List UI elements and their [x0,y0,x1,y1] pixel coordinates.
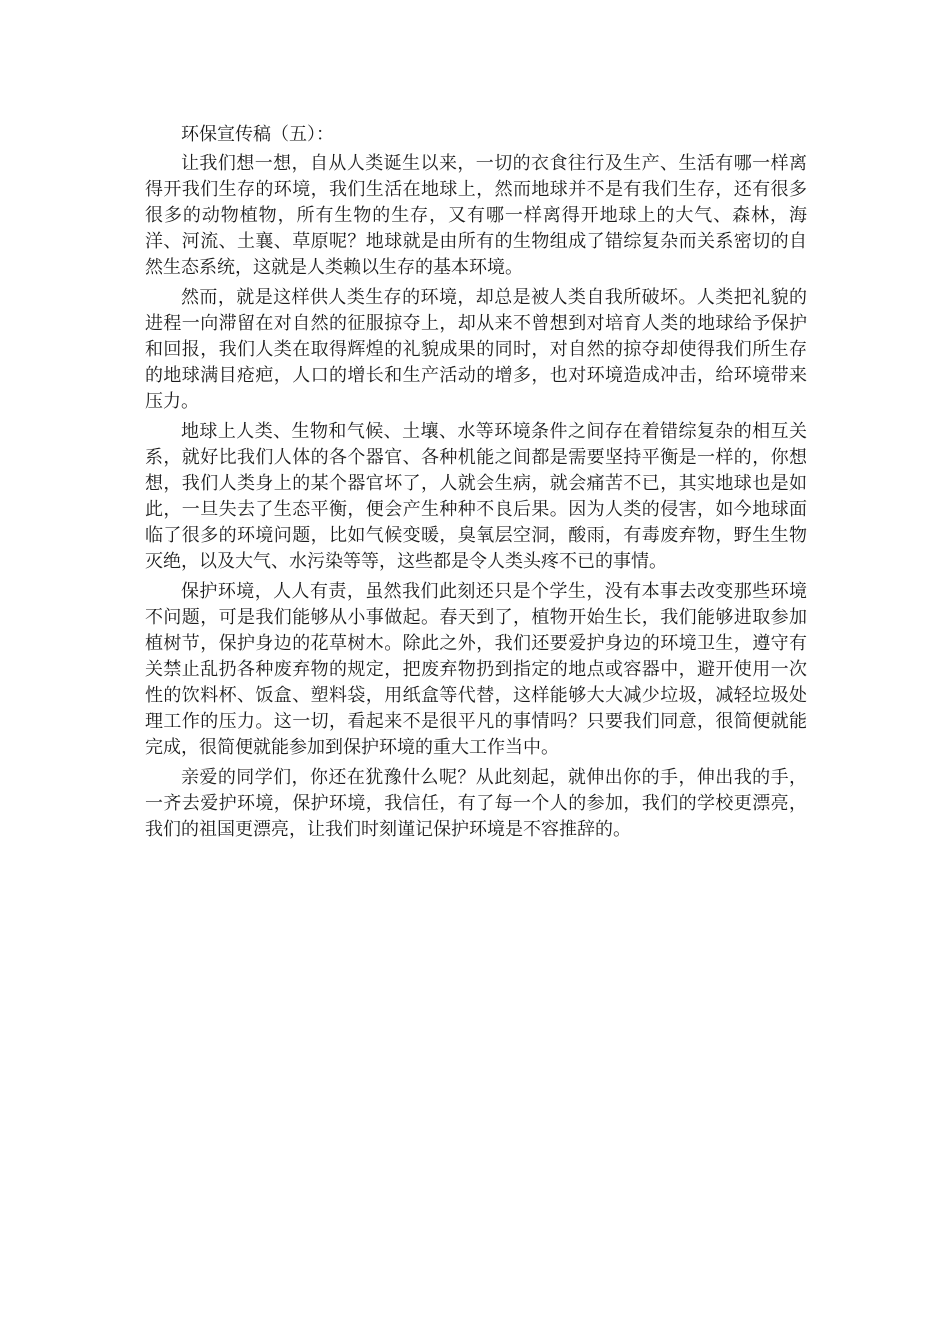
paragraph-2: 然而，就是这样供人类生存的环境，却总是被人类自我所破坏。人类把礼貌的进程一向滞留在对自然的征服掠夺上，却从来不曾想到对培育人类的地球给予保护和回报，我们人类在取得辉煌的礼貌成果的同时，对自然的掠夺却使得我们所生存的地球满目疮疤，人口的增长和生产活动的增多，也对环境造成冲击，给环境带来压力。 [145,287,807,412]
paragraph-1: 让我们想一想，自从人类诞生以来，一切的衣食往行及生产、生活有哪一样离得开我们生存的环境，我们生活在地球上，然而地球并不是有我们生存，还有很多很多的动物植物，所有生物的生存，又有哪一样离得开地球上的大气、森林，海洋、河流、土襄、草原呢？地球就是由所有的生物组成了错综复杂而关系密切的自然生态系统，这就是人类赖以生存的基本环境。 [145,153,807,278]
paragraph-3: 地球上人类、生物和气候、土壤、水等环境条件之间存在着错综复杂的相互关系，就好比我们人体的各个器官、各种机能之间都是需要坚持平衡是一样的，你想想，我们人类身上的某个器官坏了，人就会生病，就会痛苦不已，其实地球也是如此，一旦失去了生态平衡，便会产生种种不良后果。因为人类的侵害，如今地球面临了很多的环境问题，比如气候变暖，臭氧层空洞，酸雨，有毒废弃物，野生生物灭绝，以及大气、水污染等等，这些都是令人类头疼不已的事情。 [145,421,807,572]
document-title: 环保宣传稿（五）： [181,124,334,145]
document-body [145,122,807,847]
paragraph-5: 亲爱的同学们，你还在犹豫什么呢？从此刻起，就伸出你的手，伸出我的手，一齐去爱护环境，保护环境，我信任，有了每一个人的参加，我们的学校更漂亮，我们的祖国更漂亮，让我们时刻谨记保护环境是不容推辞的。 [145,767,807,840]
paragraph-4: 保护环境，人人有责，虽然我们此刻还只是个学生，没有本事去改变那些环境不问题，可是我们能够从小事做起。春天到了，植物开始生长，我们能够进取参加植树节，保护身边的花草树木。除此之外，我们还要爱护身边的环境卫生，遵守有关禁止乱扔各种废弃物的规定，把废弃物扔到指定的地点或容器中，避开使用一次性的饮料杯、饭盒、塑料袋，用纸盒等代替，这样能够大大减少垃圾，减轻垃圾处理工作的压力。这一切，看起来不是很平凡的事情吗？只要我们同意，很简便就能完成，很简便就能参加到保护环境的重大工作当中。 [145,581,807,758]
